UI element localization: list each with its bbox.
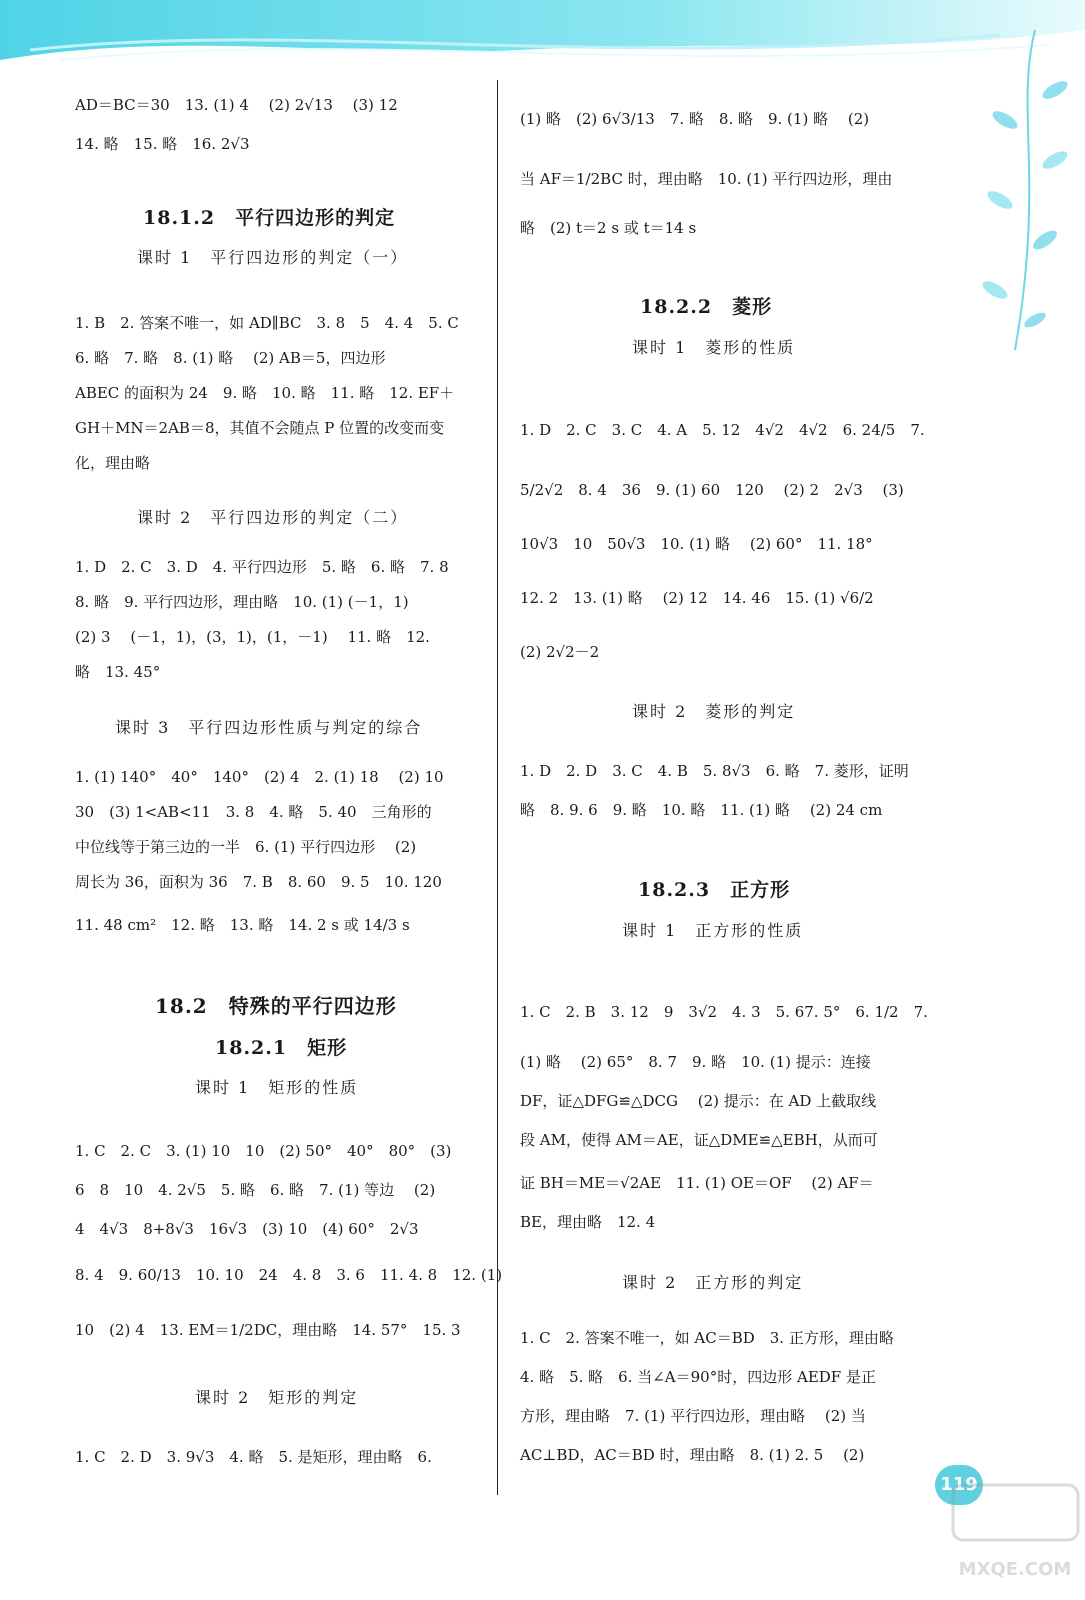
answer-line: 证 BH＝ME＝√2AE 11. (1) OE＝OF (2) AF＝ (520, 1174, 874, 1192)
answer-line: 1. C 2. C 3. (1) 10 10 (2) 50° 40° 80° (3) (75, 1142, 452, 1160)
chapter-heading: 18.2 特殊的平行四边形 (155, 994, 397, 1018)
watermark-logo (948, 1475, 1083, 1595)
answer-line: BE，理由略 12. 4 (520, 1213, 656, 1231)
page-number: 119 (935, 1465, 983, 1505)
lesson-heading: 课时 3 平行四边形性质与判定的综合 (115, 718, 423, 737)
lesson-heading: 课时 2 菱形的判定 (632, 702, 796, 721)
answer-line: 5/2√2 8. 4 36 9. (1) 60 120 (2) 2 2√3 (3) (520, 481, 904, 499)
answer-line: 方形，理由略 7. (1) 平行四边形，理由略 (2) 当 (520, 1407, 866, 1425)
answer-line: AC⊥BD，AC＝BD 时，理由略 8. (1) 2. 5 (2) (520, 1446, 865, 1464)
answer-line: (1) 略 (2) 65° 8. 7 9. 略 10. (1) 提示：连接 (520, 1053, 871, 1071)
answer-line: 11. 48 cm² 12. 略 13. 略 14. 2 s 或 14/3 s (75, 916, 410, 934)
section-heading: 18.2.2 菱形 (640, 296, 773, 318)
answer-line: 10 (2) 4 13. EM＝1/2DC，理由略 14. 57° 15. 3 (75, 1321, 461, 1339)
answer-line: 1. D 2. C 3. C 4. A 5. 12 4√2 4√2 6. 24/5 7. (520, 421, 925, 439)
answer-line: 8. 4 9. 60/13 10. 10 24 4. 8 3. 6 11. 4. 8 12. (1) (75, 1266, 503, 1284)
answer-line: 段 AM，使得 AM＝AE，证△DME≌△EBH，从而可 (520, 1131, 878, 1149)
svg-text:MXQE.COM: MXQE.COM (958, 1559, 1072, 1580)
answer-line: 1. C 2. 答案不唯一，如 AC＝BD 3. 正方形，理由略 (520, 1329, 894, 1347)
answer-line: DF，证△DFG≌△DCG (2) 提示：在 AD 上截取线 (520, 1092, 877, 1110)
answer-line: (2) 3 (－1，1)，(3，1)，(1，－1) 11. 略 12. (75, 628, 430, 646)
answer-line: 8. 略 9. 平行四边形，理由略 10. (1) (－1，1) (75, 593, 409, 611)
answer-line: 略 13. 45° (75, 663, 161, 681)
answer-line: 中位线等于第三边的一半 6. (1) 平行四边形 (2) (75, 838, 417, 856)
answer-line: 略 8. 9. 6 9. 略 10. 略 11. (1) 略 (2) 24 cm (520, 801, 883, 819)
answer-line: AD＝BC＝30 13. (1) 4 (2) 2√13 (3) 12 (75, 96, 398, 114)
answer-line: 14. 略 15. 略 16. 2√3 (75, 135, 250, 153)
answer-line: 4 4√3 8+8√3 16√3 (3) 10 (4) 60° 2√3 (75, 1220, 419, 1238)
answer-line: 1. D 2. D 3. C 4. B 5. 8√3 6. 略 7. 菱形，证明 (520, 762, 909, 780)
leaf-vine-decoration (975, 30, 1085, 350)
lesson-heading: 课时 1 矩形的性质 (195, 1078, 359, 1097)
answer-line: 1. B 2. 答案不唯一，如 AD∥BC 3. 8 5 4. 4 5. C (75, 314, 459, 332)
header-banner (0, 0, 1085, 95)
answer-line: 10√3 10 50√3 10. (1) 略 (2) 60° 11. 18° (520, 535, 873, 553)
answer-line: 4. 略 5. 略 6. 当∠A＝90°时，四边形 AEDF 是正 (520, 1368, 876, 1386)
answer-line: 化，理由略 (75, 454, 151, 472)
answer-line: 1. D 2. C 3. D 4. 平行四边形 5. 略 6. 略 7. 8 (75, 558, 449, 576)
section-heading: 18.1.2 平行四边形的判定 (143, 207, 396, 229)
answer-line: 12. 2 13. (1) 略 (2) 12 14. 46 15. (1) √6/2 (520, 589, 874, 607)
answer-line: GH＋MN＝2AB＝8，其值不会随点 P 位置的改变而变 (75, 419, 445, 437)
lesson-heading: 课时 1 平行四边形的判定（一） (137, 248, 409, 267)
lesson-heading: 课时 1 菱形的性质 (632, 338, 796, 357)
lesson-heading: 课时 2 平行四边形的判定（二） (137, 508, 409, 527)
answer-line: 周长为 36，面积为 36 7. B 8. 60 9. 5 10. 120 (75, 873, 442, 891)
answer-line: (2) 2√2－2 (520, 643, 600, 661)
answer-line: ABEC 的面积为 24 9. 略 10. 略 11. 略 12. EF＋ (75, 384, 455, 402)
answer-line: 当 AF＝1/2BC 时，理由略 10. (1) 平行四边形，理由 (520, 170, 893, 188)
lesson-heading: 课时 2 矩形的判定 (195, 1388, 359, 1407)
lesson-heading: 课时 2 正方形的判定 (622, 1273, 804, 1292)
lesson-heading: 课时 1 正方形的性质 (622, 921, 804, 940)
answer-line: 1. C 2. B 3. 12 9 3√2 4. 3 5. 67. 5° 6. 1/2 7. (520, 1003, 928, 1021)
answer-line: 略 (2) t＝2 s 或 t＝14 s (520, 219, 697, 237)
answer-line: 30 (3) 1<AB<11 3. 8 4. 略 5. 40 三角形的 (75, 803, 432, 821)
section-heading: 18.2.3 正方形 (638, 879, 791, 901)
answer-line: 6 8 10 4. 2√5 5. 略 6. 略 7. (1) 等边 (2) (75, 1181, 436, 1199)
answer-line: (1) 略 (2) 6√3/13 7. 略 8. 略 9. (1) 略 (2) (520, 110, 870, 128)
answer-line: 1. (1) 140° 40° 140° (2) 4 2. (1) 18 (2) 10 (75, 768, 444, 786)
answer-line: 6. 略 7. 略 8. (1) 略 (2) AB＝5，四边形 (75, 349, 386, 367)
answer-line: 1. C 2. D 3. 9√3 4. 略 5. 是矩形，理由略 6. (75, 1448, 432, 1466)
section-heading: 18.2.1 矩形 (215, 1037, 348, 1059)
